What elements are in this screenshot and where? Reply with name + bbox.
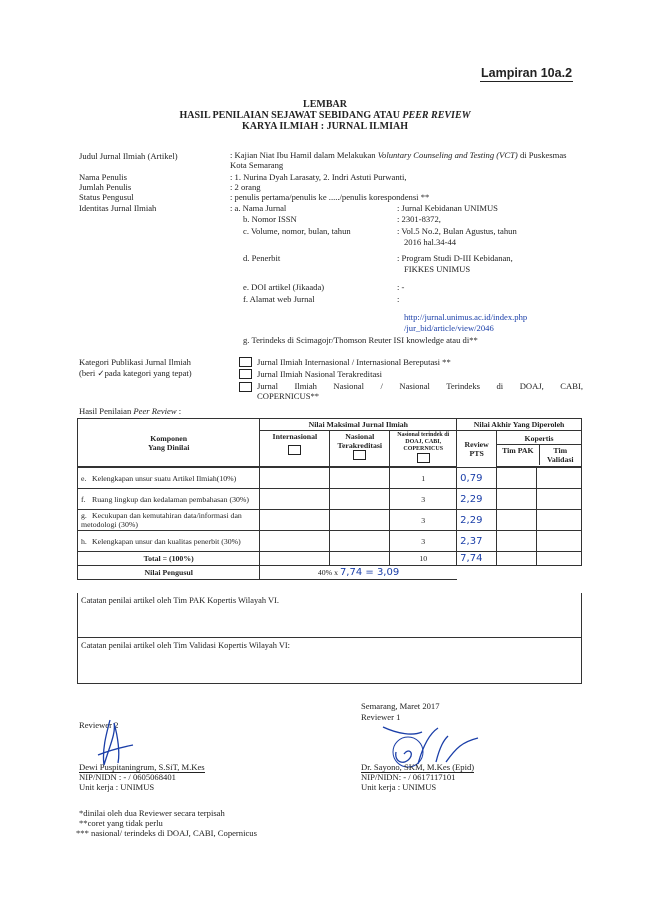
lampiran-label: Lampiran 10a.2: [481, 66, 573, 80]
place-date: Semarang, Maret 2017: [361, 701, 440, 711]
identitas-value-b: : 2301-8372,: [397, 214, 441, 224]
nama-penulis-value: : 1. Nurina Dyah Larasaty, 2. Indri Astuti Purwanti,: [230, 172, 407, 182]
identitas-key-e: e. DOI artikel (Jikaada): [243, 282, 325, 292]
total-row: [78, 552, 582, 566]
header-review-pts: Review PTS: [457, 431, 497, 468]
row-pts: 2,37: [457, 531, 497, 552]
reviewer2-name: Dewi Puspitaningrum, S.SiT, M.Kes: [79, 762, 205, 772]
identitas-key-d: d. Penerbit: [243, 253, 281, 263]
nama-penulis-label: Nama Penulis: [79, 172, 127, 182]
kategori-label: Kategori Publikasi Jurnal Ilmiah: [79, 357, 191, 367]
row-max: 1: [390, 468, 457, 489]
reviewer1-name: Dr. Sayono, SKM, M.Kes (Epid): [361, 762, 475, 772]
terakreditasi-checkbox[interactable]: [353, 450, 366, 460]
row-component: h. Kelengkapan unsur dan kualitas penerbit (30%): [78, 531, 260, 552]
footnote-3: *** nasional/ terindeks di DOAJ, CABI, Copernicus: [76, 828, 257, 838]
row-pts: 2,29: [457, 489, 497, 510]
title-line-2: HASIL PENILAIAN SEJAWAT SEBIDANG ATAU PEER REVIEW: [179, 110, 471, 121]
catatan-pak-box: [77, 593, 582, 638]
status-pengusul-label: Status Pengusul: [79, 192, 134, 202]
reviewer1-unit: Unit kerja : UNIMUS: [361, 782, 437, 792]
header-nilai-maksimal: Nilai Maksimal Jurnal Ilmiah: [260, 419, 457, 431]
header-nilai-akhir: Nilai Akhir Yang Diperoleh: [457, 419, 582, 431]
total-label: Total = (100%): [78, 552, 260, 566]
kategori-hint: (beri ✓pada kategori yang tepat): [79, 368, 192, 378]
header-komponen: Komponen Yang Dinilai: [78, 419, 260, 467]
table-row: [78, 468, 582, 489]
row-component: g. Kecukupan dan kemutahiran data/informasi dan metodologi (30%): [78, 510, 260, 531]
row-component: e. Kelengkapan unsur suatu Artikel Ilmiah(10%): [78, 468, 260, 489]
kategori-option-terindeks-cont: COPERNICUS**: [257, 391, 320, 401]
kategori-option-internasional: Jurnal Ilmiah Internasional / Internasional Bereputasi **: [257, 357, 451, 367]
peer-review-table: [77, 418, 582, 580]
total-pts: 7,74: [457, 552, 497, 566]
header-nasional-terindeks: Nasional terindek di DOAJ, CABI, COPERNICUS: [390, 431, 457, 467]
header-tim-validasi: Tim Validasi: [546, 445, 574, 464]
title-line-1: LEMBAR: [303, 99, 347, 110]
terindeks-line: g. Terindeks di Scimagojr/Thomson Reuter ISI knowledge atau di**: [243, 335, 478, 345]
header-kopertis: Kopertis: [497, 433, 581, 445]
catatan-validasi-text: Catatan penilai artikel oleh Tim Validasi Kopertis Wilayah VI:: [81, 641, 291, 650]
header-tim-pak: Tim PAK: [497, 445, 539, 465]
reviewer2-nip: NIP/NIDN : - / 0605068401: [79, 772, 176, 782]
row-component: f. Ruang lingkup dan kedalaman pembahasan (30%): [78, 489, 260, 510]
identitas-key-f: f. Alamat web Jurnal: [243, 294, 315, 304]
identitas-key-b: b. Nomor ISSN: [243, 214, 297, 224]
identitas-value-c: : Vol.5 No.2, Bulan Agustus, tahun: [397, 226, 517, 236]
catatan-validasi-box: [77, 638, 582, 684]
catatan-pak-text: Catatan penilai artikel oleh Tim PAK Kopertis Wilayah VI.: [81, 596, 279, 605]
reviewer1-nip: NIP/NIDN: - / 0617117101: [361, 772, 456, 782]
row-max: 3: [390, 510, 457, 531]
jumlah-penulis-label: Jumlah Penulis: [79, 182, 132, 192]
kategori-option-terakreditasi: Jurnal Ilmiah Nasional Terakreditasi: [257, 369, 383, 379]
table-row: [78, 489, 582, 510]
identitas-value-d2: FIKKES UNIMUS: [404, 264, 471, 274]
reviewer2-title: Reviewer 2: [79, 720, 119, 730]
header-kopertis-group: [497, 431, 582, 467]
kategori-checkbox-terakreditasi[interactable]: [239, 369, 252, 379]
pengusul-formula: 40% x 7,74 = 3,09: [260, 566, 457, 580]
kategori-checkbox-internasional[interactable]: [239, 357, 252, 367]
table-row: [78, 531, 582, 552]
jumlah-penulis-value: : 2 orang: [230, 182, 261, 192]
identitas-label: Identitas Jurnal Ilmiah: [79, 203, 157, 213]
title-line-3: KARYA ILMIAH : JURNAL ILMIAH: [242, 121, 408, 132]
identitas-value-e: : -: [397, 282, 405, 292]
terindeks-checkbox[interactable]: [417, 453, 430, 463]
identitas-key-c: c. Volume, nomor, bulan, tahun: [243, 226, 351, 236]
web-url-line-2: /jur_bid/article/view/2046: [404, 323, 494, 333]
judul-value: : Kajian Niat Ibu Hamil dalam Melakukan Voluntary Counseling and Testing (VCT) di Puskesmas Kota Semarang: [230, 150, 567, 170]
header-nasional-terakreditasi: Nasional Terakreditasi: [330, 431, 390, 467]
header-internasional: Internasional: [260, 431, 330, 467]
kategori-option-terindeks: Jurnal Ilmiah Nasional / Nasional Terindeks di DOAJ, CABI,: [257, 381, 583, 391]
footnote-1: *dinilai oleh dua Reviewer secara terpisah: [79, 808, 225, 818]
row-pts: 0,79: [457, 468, 497, 489]
hasil-penilaian-label: Hasil Penilaian Peer Review :: [79, 406, 182, 416]
row-max: 3: [390, 489, 457, 510]
total-max: 10: [390, 552, 457, 566]
judul-label: Judul Jurnal Ilmiah (Artikel): [79, 151, 178, 161]
reviewer1-title: Reviewer 1: [361, 712, 401, 722]
table-row: [78, 510, 582, 531]
kategori-checkbox-terindeks[interactable]: [239, 382, 252, 392]
identitas-value-a: : Jurnal Kebidanan UNIMUS: [397, 203, 498, 213]
internasional-checkbox[interactable]: [288, 445, 301, 455]
footnote-2: **coret yang tidak perlu: [79, 818, 163, 828]
identitas-value-f: :: [397, 294, 400, 304]
status-pengusul-value: : penulis pertama/penulis ke ...../penulis korespondensi **: [230, 192, 430, 202]
web-url-line-1: http://jurnal.unimus.ac.id/index.php: [404, 312, 528, 322]
identitas-key-a: : a. Nama Jurnal: [230, 203, 287, 213]
pengusul-row: [78, 566, 582, 580]
pengusul-label: Nilai Pengusul: [78, 566, 260, 580]
reviewer2-unit: Unit kerja : UNIMUS: [79, 782, 155, 792]
row-pts: 2,29: [457, 510, 497, 531]
identitas-value-c2: 2016 hal.34-44: [404, 237, 457, 247]
row-max: 3: [390, 531, 457, 552]
identitas-value-d: : Program Studi D-III Kebidanan,: [397, 253, 513, 263]
